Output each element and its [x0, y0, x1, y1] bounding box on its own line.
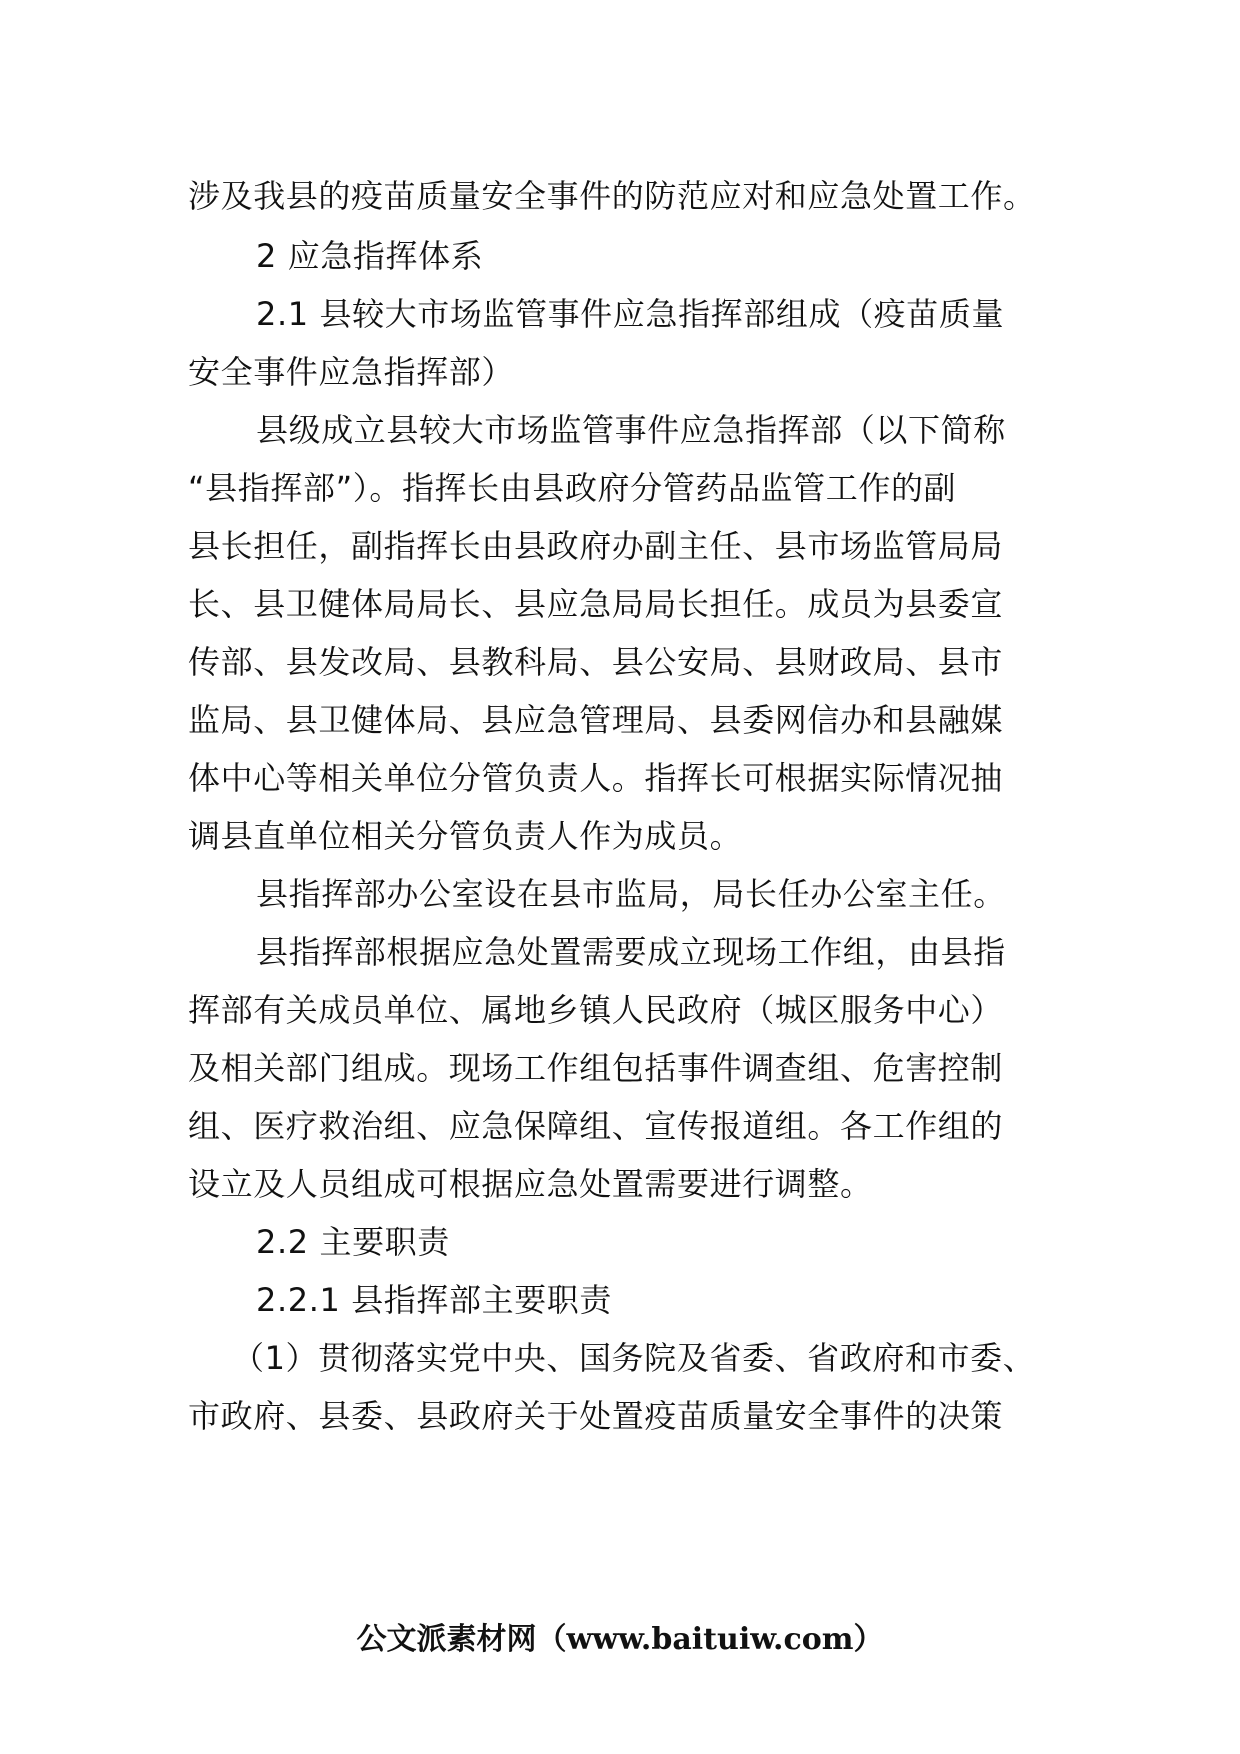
- text-line: 安全事件应急指挥部）: [188, 353, 515, 391]
- text-line: 及相关部门组成。现场工作组包括事件调查组、危害控制: [188, 1049, 1004, 1087]
- subsection-heading: 2.1 县较大市场监管事件应急指挥部组成（疫苗质量: [256, 295, 1005, 333]
- text-line: 调县直单位相关分管负责人作为成员。: [188, 817, 743, 855]
- text-line: 体中心等相关单位分管负责人。指挥长可根据实际情况抽: [188, 759, 1004, 797]
- section-heading: 2 应急指挥体系: [256, 237, 484, 275]
- paragraph-start: 县指挥部根据应急处置需要成立现场工作组，由县指: [256, 933, 1006, 971]
- paragraph-start: 县级成立县较大市场监管事件应急指挥部（以下简称: [256, 411, 1006, 449]
- paragraph-start: 县指挥部办公室设在县市监局，局长任办公室主任。: [256, 875, 1006, 913]
- text-line: 组、医疗救治组、应急保障组、宣传报道组。各工作组的: [188, 1107, 1004, 1145]
- text-line: 县长担任，副指挥长由县政府办副主任、县市场监管局局: [188, 527, 1004, 565]
- text-line: 涉及我县的疫苗质量安全事件的防范应对和应急处置工作。: [188, 177, 1036, 215]
- text-line: 挥部有关成员单位、属地乡镇人民政府（城区服务中心）: [188, 991, 1004, 1029]
- footer-watermark: 公文派素材网（www.baituiw.com）: [356, 1622, 884, 1657]
- text-line: 传部、县发改局、县教科局、县公安局、县财政局、县市: [188, 643, 1004, 681]
- text-line: “县指挥部”）。指挥长由县政府分管药品监管工作的副: [188, 469, 957, 507]
- text-line: 设立及人员组成可根据应急处置需要进行调整。: [188, 1165, 873, 1203]
- subsection-heading: 2.2.1 县指挥部主要职责: [256, 1281, 612, 1319]
- subsection-heading: 2.2 主要职责: [256, 1223, 450, 1261]
- text-line: 长、县卫健体局局长、县应急局局长担任。成员为县委宣: [188, 585, 1004, 623]
- text-line: 市政府、县委、县政府关于处置疫苗质量安全事件的决策: [188, 1397, 1004, 1435]
- list-item: （1）贯彻落实党中央、国务院及省委、省政府和市委、: [232, 1339, 1036, 1377]
- text-line: 监局、县卫健体局、县应急管理局、县委网信办和县融媒: [188, 701, 1004, 739]
